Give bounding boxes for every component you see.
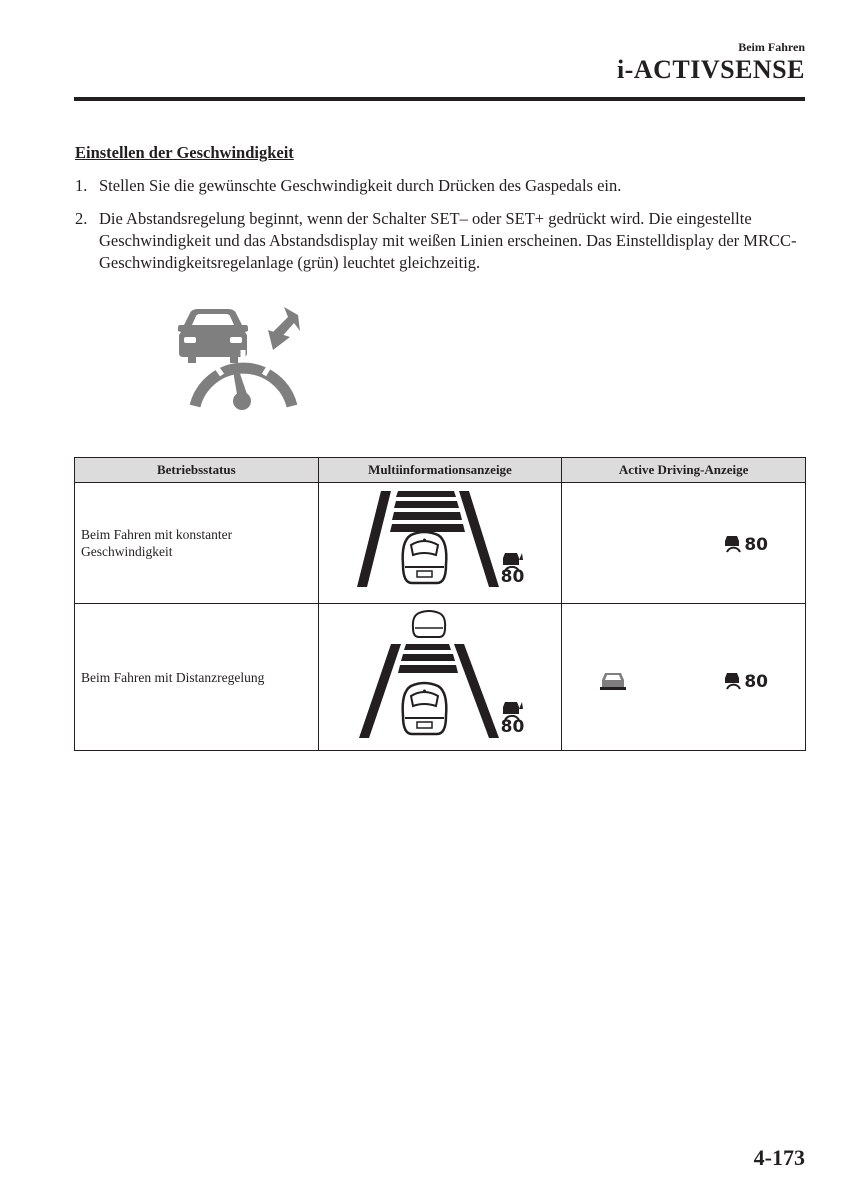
speed-value: 80 bbox=[500, 717, 525, 737]
speed-value: 80 bbox=[744, 535, 768, 555]
step-item bbox=[75, 208, 815, 274]
speed-value: 80 bbox=[744, 672, 768, 692]
multi-info-display-cell bbox=[318, 604, 562, 751]
distance-bars bbox=[398, 644, 458, 673]
step-text: Die Abstandsregelung beginnt, wenn der Schalter SET– oder SET+ gedrückt wird. Die eingestellte Geschwindigkeit und das Abstandsdisplay mit weißen Linien erscheinen. Das Einstelldisplay der MRCC-Geschwindigkeitsregelanlage (grün) leuchtet gleichzeitig. bbox=[99, 209, 797, 272]
page-number: 4-173 bbox=[753, 1145, 805, 1170]
lane-line-left bbox=[357, 491, 391, 587]
column-header: Active Driving-Anzeige bbox=[562, 458, 806, 483]
mrcc-indicator-icon bbox=[170, 305, 305, 415]
header-title: i-ACTIVSENSE bbox=[616, 55, 805, 84]
lane-line-left bbox=[359, 644, 401, 738]
speed-value: 80 bbox=[500, 567, 525, 587]
multi-info-display-cell bbox=[318, 483, 562, 604]
lead-vehicle-icon bbox=[413, 611, 445, 637]
status-cell: Beim Fahren mit konstanter Geschwindigkeit bbox=[75, 483, 319, 604]
step-number: 2. bbox=[75, 209, 88, 228]
active-driving-display-cell bbox=[562, 483, 806, 604]
lane-line-right bbox=[459, 491, 499, 587]
mrcc-small-icon bbox=[724, 672, 744, 690]
step-number: 1. bbox=[75, 176, 88, 195]
table-row bbox=[75, 604, 806, 751]
distance-display-graphic bbox=[319, 483, 562, 603]
column-header: Betriebsstatus bbox=[75, 458, 319, 483]
section-heading: Einstellen der Geschwindigkeit bbox=[75, 143, 294, 162]
car-icon bbox=[402, 532, 446, 583]
status-table bbox=[74, 457, 806, 751]
step-item bbox=[75, 175, 815, 197]
step-list bbox=[75, 175, 815, 285]
lane-line-right bbox=[454, 644, 499, 738]
active-driving-display-cell bbox=[562, 604, 806, 751]
mrcc-small-icon bbox=[724, 535, 744, 553]
header-section: Beim Fahren bbox=[738, 40, 805, 54]
header-rule bbox=[74, 97, 805, 101]
distance-bars bbox=[390, 491, 465, 532]
car-icon bbox=[402, 683, 446, 734]
column-header: Multiinformationsanzeige bbox=[318, 458, 562, 483]
table-row bbox=[75, 483, 806, 604]
lead-vehicle-icon bbox=[600, 670, 626, 690]
distance-display-graphic bbox=[319, 604, 562, 750]
step-text: Stellen Sie die gewünschte Geschwindigkeit durch Drücken des Gaspedals ein. bbox=[99, 176, 622, 195]
table-header-row bbox=[75, 458, 806, 483]
status-cell: Beim Fahren mit Distanzregelung bbox=[75, 604, 319, 751]
